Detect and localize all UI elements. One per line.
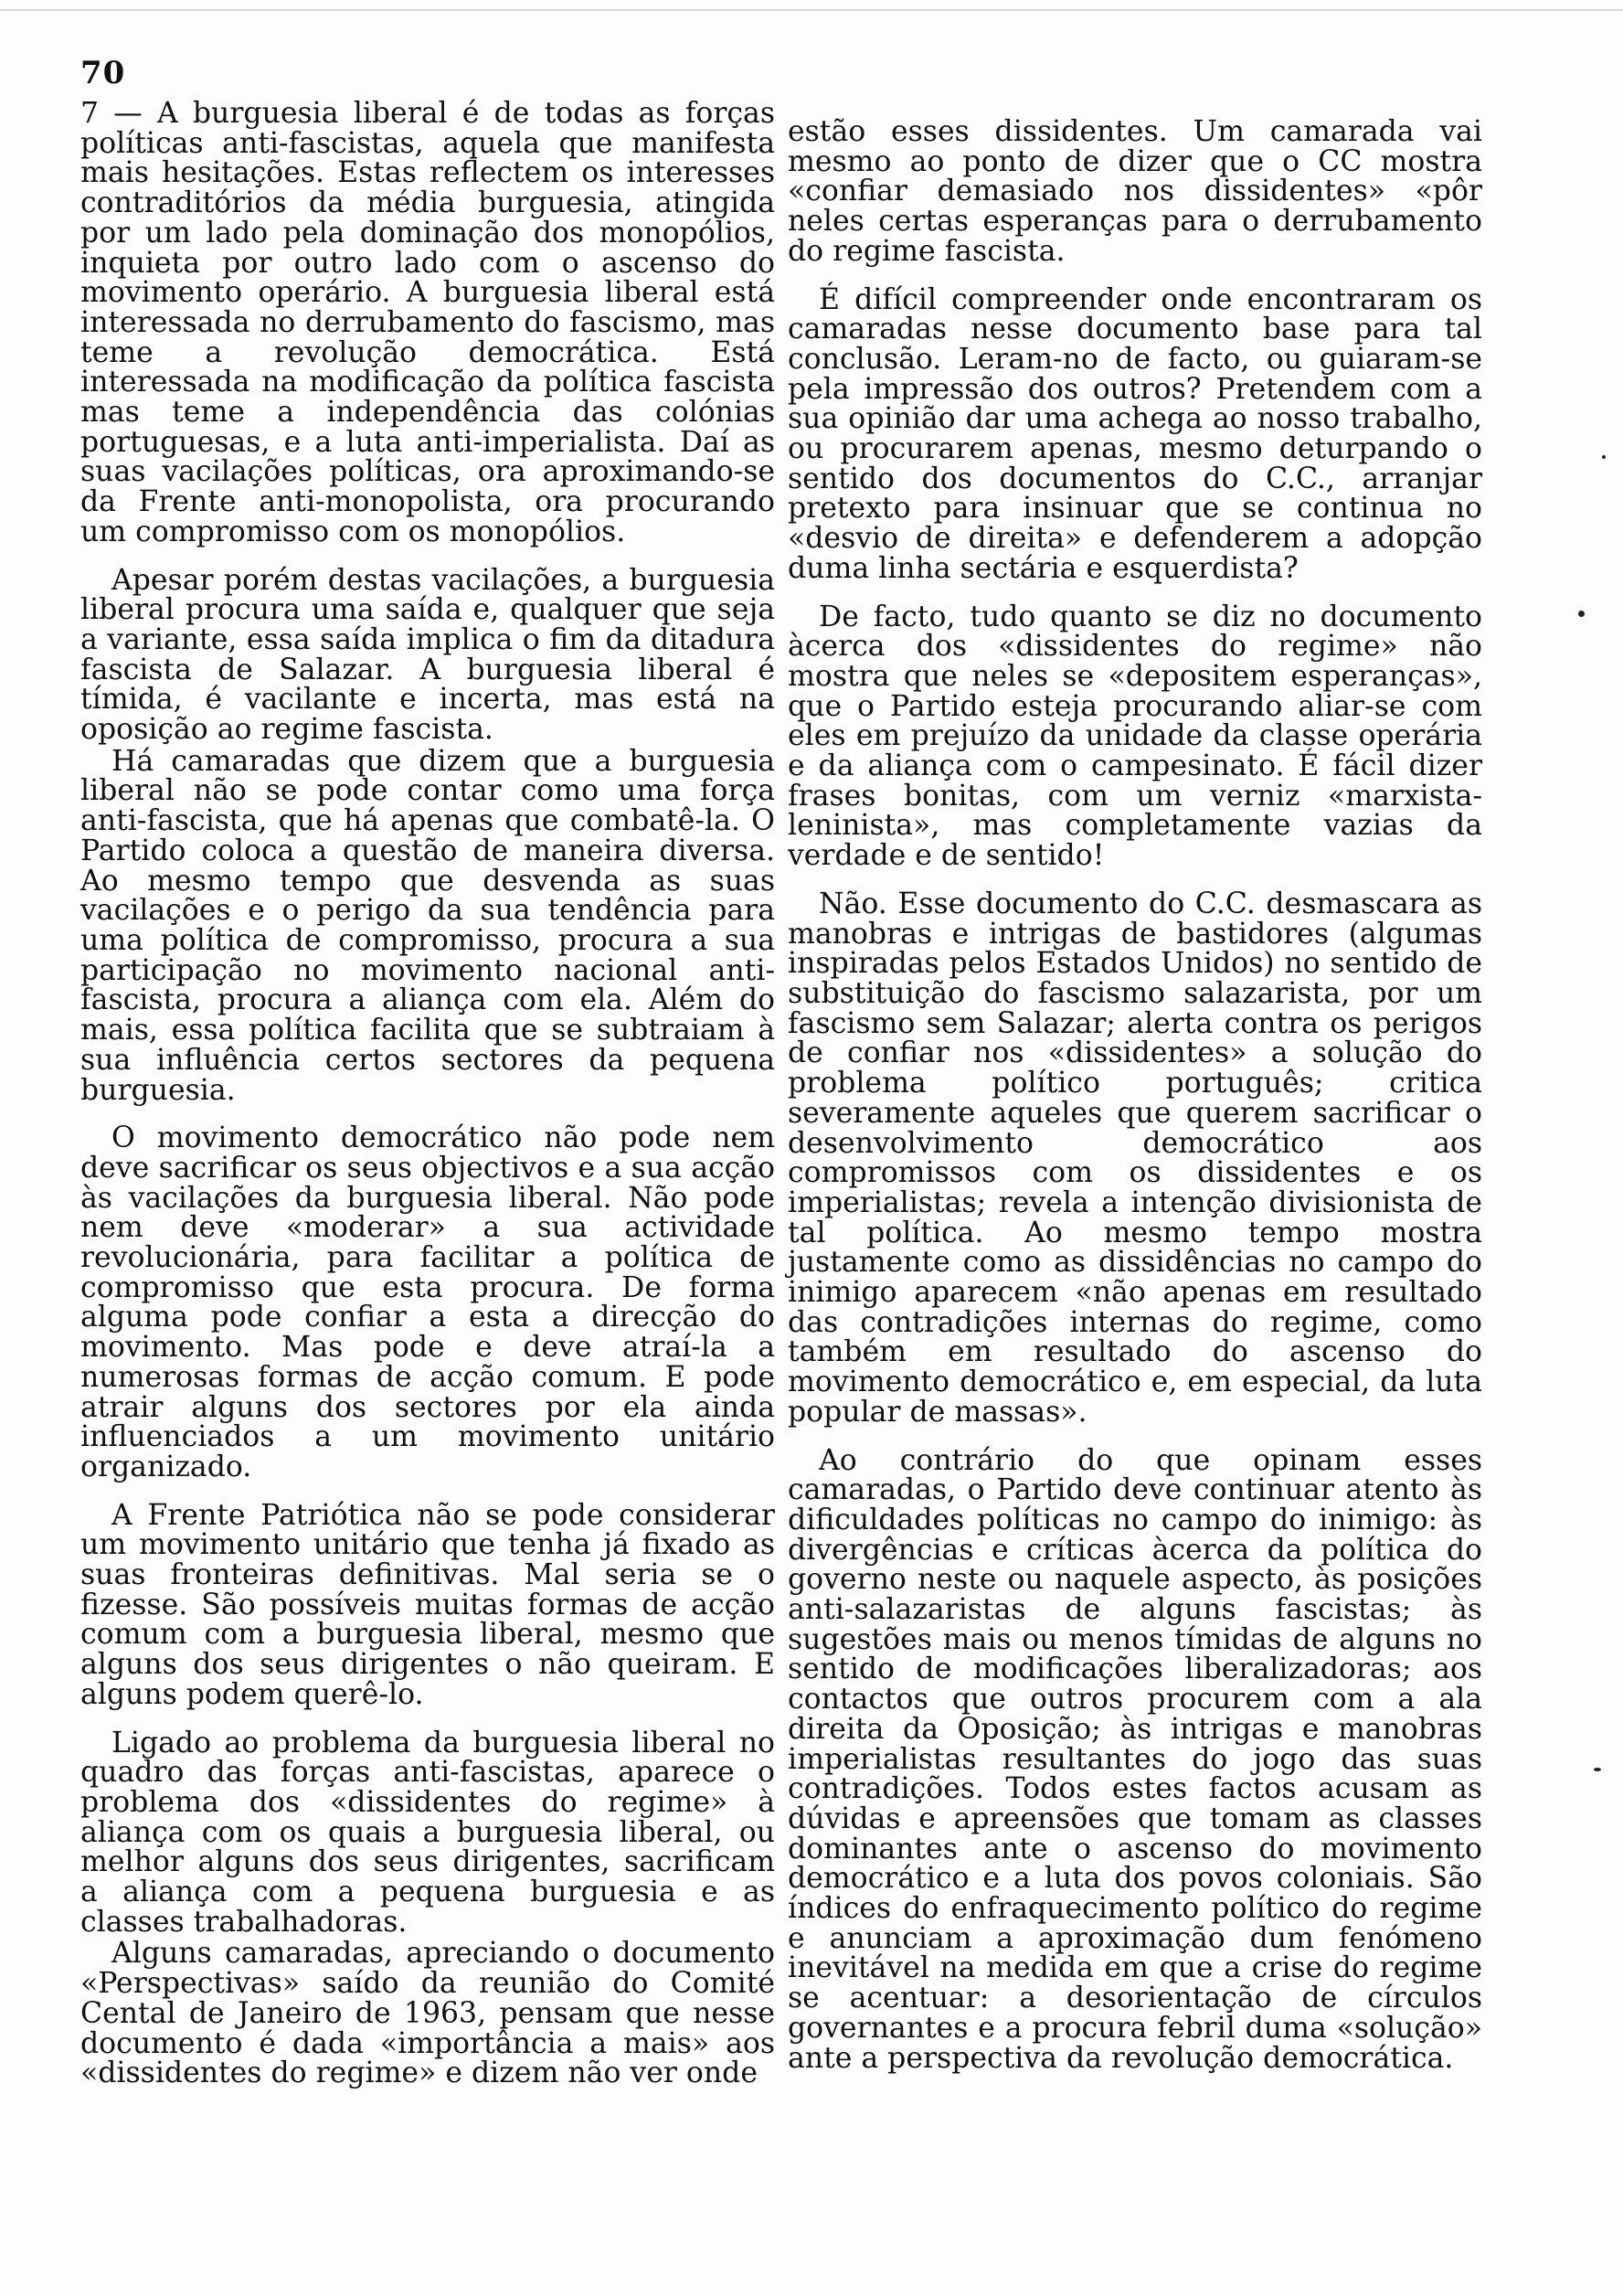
paragraph-dissidentes-problema: Ligado ao problema da burguesia liberal no quadro das forças anti-fascistas, aparece o problema dos «dissidentes do regime» à aliança com os quais a burguesia liberal, ou melhor alguns dos seus dirigentes, sacrificam a aliança com a pequena burguesia e as classes trabalhadoras. [80, 1726, 775, 1939]
paragraph-burguesia-liberal-intro: 7 — A burguesia liberal é de todas as forças políticas anti-fascistas, aquela que manifesta mais hesitações. Estas reflectem os interesses contraditórios da média burguesia, atingida por um lado pela dominação dos monopólios, inquieta por outro lado com o ascenso do movimento operário. A burguesia liberal está interessada no derrubamento do fascismo, mas teme a revolução democrática. Está interessada na modificação da política fascista mas teme a independência das colónias portuguesas, e a luta anti-imperialista. Daí as suas vacilações políticas, ora aproximando-se da Frente anti-monopolista, ora procurando um compromisso com os monopólios. [80, 97, 775, 548]
paragraph-dificil-compreender: É difícil compreender onde encontraram os camaradas nesse documento base para tal conclusão. Leram-no de facto, ou guiaram-se pela impressão dos outros? Pretendem com a sua opinião dar uma achega ao nosso trabalho, ou procurarem apenas, mesmo deturpando o sentido dos documentos do C.C., arranjar pretexto para insinuar que se continua no «desvio de direita» e defenderem a adopção duma linha sectária e esquerdista? [788, 282, 1482, 585]
paragraph-movimento-democratico: O movimento democrático não pode nem deve sacrificar os seus objectivos e a sua acção às vacilações da burguesia liberal. Não pode nem deve «moderar» a sua actividade revolucionária, para facilitar a política de compromisso que esta procura. De forma alguma pode confiar a esta a direcção do movimento. Mas pode e deve atraí-la a numerosas formas de acção comum. E pode atrair alguns dos sectores por ela ainda influenciados a um movimento unitário organizado. [80, 1121, 775, 1483]
scan-edge-line [0, 0, 1623, 11]
left-column [80, 99, 775, 2107]
paragraph-continuation: estão esses dissidentes. Um camarada vai mesmo ao ponto de dizer que o CC mostra «confiar demasiado nos dissidentes» «pôr neles certas esperanças para o derrubamento do regime fascista. [788, 115, 1482, 268]
paragraph-nao-documento: Não. Esse documento do C.C. desmascara as manobras e intrigas de bastidores (algumas inspiradas pelos Estados Unidos) no sentido de substituição do fascismo salazarista, por um fascismo sem Salazar; alerta contra os perigos de confiar nos «dissidentes» a solução do problema político português; critica severamente aqueles que querem sacrificar o desenvolvimento democrático aos compromissos com os dissidentes e os imperialistas; revela a intenção divisionista de tal política. Ao mesmo tempo mostra justamente como as dissidências no campo do inimigo aparecem «não apenas em resultado das contradições internas do regime, como também em resultado do ascenso do movimento democrático e, em especial, da luta popular de massas». [788, 887, 1482, 1429]
paragraph-ao-contrario: Ao contrário do que opinam esses camaradas, o Partido deve continuar atento às dificuldades políticas no campo do inimigo: às divergências e críticas àcerca da política do governo neste ou naquele aspecto, às posições anti-salazaristas de alguns fascistas; às sugestões mais ou menos tímidas de alguns no sentido de modificações liberalizadoras; aos contactos que outros procurem com a ala direita da Oposição; às intrigas e manobras imperialistas resultantes do jogo das suas contradições. Todos estes factos acusam as dúvidas e apreensões que tomam as classes dominantes ante o ascenso do movimento democrático e a luta dos povos coloniais. São índices do enfraquecimento político do regime e anunciam a aproximação dum fenómeno inevitável na medida em que a crise do regime se acentuar: a desorientação de círculos governantes e a procura febril duma «solução» ante a perspectiva da revolução democrática. [788, 1443, 1482, 2075]
paragraph-de-facto: De facto, tudo quanto se diz no documento àcerca dos «dissidentes do regime» não mostra que neles se «depositem esperanças», que o Partido esteja procurando aliar-se com eles em prejuízo da unidade da classe operária e da aliança com o campesinato. É fácil dizer frases bonitas, com um verniz «marxista-leninista», mas completamente vazias da verdade e de sentido! [788, 600, 1482, 873]
ink-speck [1594, 1768, 1601, 1771]
paragraph-frente-patriotica: A Frente Patriótica não se pode considerar um movimento unitário que tenha já fixado as suas fronteiras definitivas. Mal seria se o fizesse. São possíveis muitas formas de acção comum com a burguesia liberal, mesmo que alguns dos seus dirigentes o não queiram. E alguns podem querê-lo. [80, 1498, 775, 1711]
paragraph-vacilacoes: Apesar porém destas vacilações, a burguesia liberal procura uma saída e, qualquer que seja a variante, essa saída implica o fim da ditadura fascista de Salazar. A burguesia liberal é tímida, é vacilante e incerta, mas está na oposição ao regime fascista. [80, 563, 775, 747]
paragraph-alguns-camaradas: Alguns camaradas, apreciando o documento «Perspectivas» saído da reunião do Comité Cental de Janeiro de 1963, pensam que nesse documento é dada «importância a mais» aos «dissidentes do regime» e dizem não ver onde [80, 1937, 775, 2090]
page-number: 70 [80, 55, 126, 91]
right-column [788, 117, 1482, 2091]
ink-speck [1602, 455, 1606, 459]
paragraph-camaradas-que-dizem: Há camaradas que dizem que a burguesia liberal não se pode contar como uma força anti-fascista, que há apenas que combatê-la. O Partido coloca a questão de maneira diversa. Ao mesmo tempo que desvenda as suas vacilações e o perigo da sua tendência para uma política de compromisso, procura a sua participação no movimento nacional anti-fascista, procura a aliança com ela. Além do mais, essa política facilita que se subtraiam à sua influência certos sectores da pequena burguesia. [80, 744, 775, 1107]
ink-speck [1578, 611, 1585, 617]
